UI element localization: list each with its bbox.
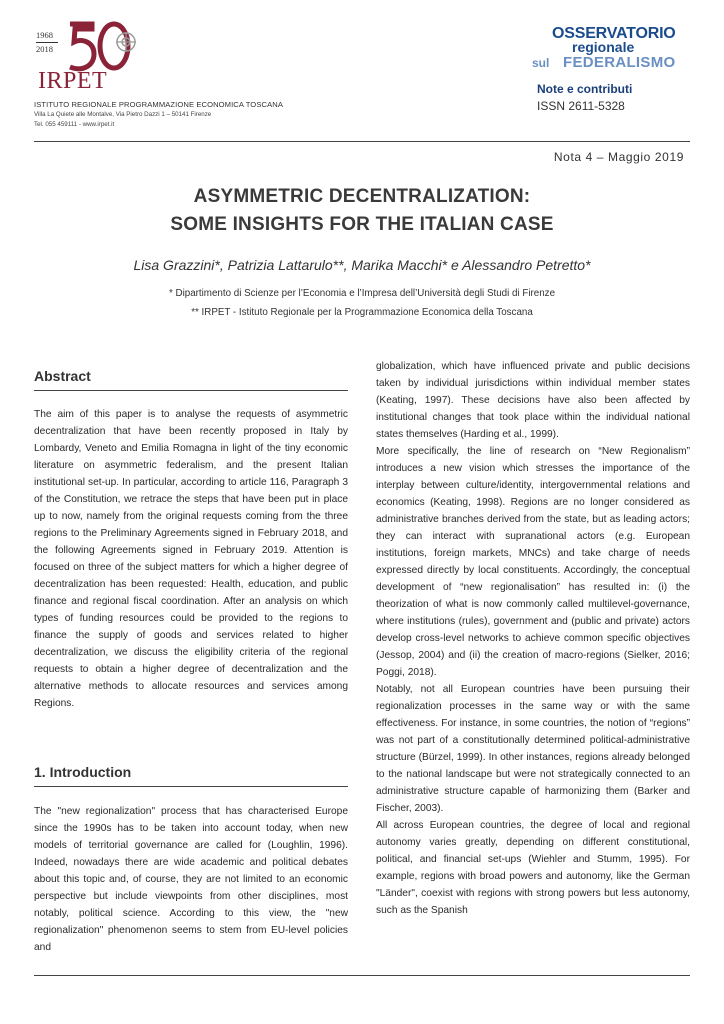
year-start: 1968 <box>36 30 53 40</box>
abstract-heading: Abstract <box>34 368 91 384</box>
right-paragraph-3: Notably, not all European countries have been pursuing their regionalization processes in the same way or with the same effectiveness. For instance, in some countries, the notion of “regions” was not part of a constitutionally determined political-administrative structure (Bürzel, 1999). In other instances, regions already belonged to the national landscape but were not strategically connected to an administrative structure capable of harmonizing them (Barker and Fischer, 2003). <box>376 684 690 814</box>
year-end: 2018 <box>36 44 53 54</box>
institute-name: ISTITUTO REGIONALE PROGRAMMAZIONE ECONOMICA TOSCANA <box>34 100 283 109</box>
observatory-line2: regionale <box>572 39 635 55</box>
series-label: Note e contributi <box>537 82 633 96</box>
affiliation-1: * Dipartimento di Scienze per l’Economia e l’Impresa dell’Università degli Studi di Firenze <box>168 288 556 299</box>
right-paragraph-4: All across European countries, the degree of local and regional autonomy varies greatly, depending on different constitutional, political, and financial set-ups (Wiehler and Stumm, 1995). For example, regions with broad powers and autonomy, like the German "Länder", coexist with regions with strong powers but less autonomy, such as the Spanish <box>376 820 690 916</box>
right-paragraph-2: More specifically, the line of research on “New Regionalism” introduces a new vision which stresses the importance of the interplay between culture/identity, intergovernmental relations and economics (Keating, 1998). Regions are no longer considered as administrative branches derived from the state, but as leading actors; they can interact with supranational actors (e.g. European institutions, foreign markets, MNCs) and take charge of needs expressed directly by local constituents. Accordingly, the conceptual development of “new regionalisation” has resulted in: (i) the theorization of what is now commonly called multilevel-governance, where institutions (rules), government and (public and private) actors develop cross-level networks to achieve common specific objectives (Jessop, 2004) and (ii) the creation of macro-regions (Sielker, 2016; Poggi, 2018). <box>376 446 690 678</box>
footer-divider <box>34 975 690 976</box>
intro-divider <box>34 786 348 787</box>
institute-address: Villa La Quiete alle Montalve, Via Pietro Dazzi 1 – 50141 Firenze <box>34 111 212 118</box>
right-paragraph-1: globalization, which have influenced private and public decisions taken by individual jurisdictions within individual member states (Keating, 1997). These decisions have also been affected by institutional changes that took place within the individual national states themselves (Harding et al., 1999). <box>376 361 690 440</box>
observatory-line3-big: FEDERALISMO <box>563 54 676 71</box>
issn: ISSN 2611-5328 <box>537 99 625 113</box>
issue-label: Nota 4 – Maggio 2019 <box>553 150 684 164</box>
abstract-divider <box>34 390 348 391</box>
authors: Lisa Grazzini*, Patrizia Lattarulo**, Marika Macchi* e Alessandro Petretto* <box>133 257 591 273</box>
abstract-body <box>34 406 348 712</box>
irpet-logo <box>30 20 150 98</box>
years-label <box>36 30 58 55</box>
observatory-line1: OSSERVATORIO <box>552 25 676 42</box>
abstract-text: The aim of this paper is to analyse the requests of asymmetric decentralization that have been recently proposed in Italy by Lombardy, Veneto and Emilia Romagna in light of the tiny economic literature on asymmetric federalism, and the present Italian institutional set-up. In particular, according to article 116, Paragraph 3 of the Constitution, we retrace the steps that have been put in place up to now, namely from the original requests coming from the three regions to the Preliminary Agreements signed in February 2018, and the following Agreements signed in February 2019. Attention is focused on three of the subject matters for which a higher degree of decentralization has been requested: Health, education, and public finance and regional fiscal coordination. After an analysis on which types of funding resources could be provided to the regions to finance the supply of goods and services related to higher decentralization, we discuss the eligibility criteria of the regional requests to obtain a higher degree of decentralization and the alternative methods to allocate resources and services among Regions. <box>34 409 348 709</box>
intro-text: The "new regionalization" process that has characterised Europe since the 1990s has to be taken into account today, when new models of territorial governance are called for (Loughlin, 1996). Indeed, nowadays there are wide academic and political debates about this topic and, of course, they are not limited to an economic perspective but include viewpoints from other disciplines, most notably, political science. According to this view, the "new regionalization" phenomenon seems to stem from EU-level policies and <box>34 806 348 953</box>
title-line-1: ASYMMETRIC DECENTRALIZATION: <box>193 186 531 207</box>
intro-heading: 1. Introduction <box>34 764 132 780</box>
irpet-wordmark: IRPET <box>38 68 108 94</box>
institute-contacts: Tel. 055 459111 - www.irpet.it <box>34 121 115 128</box>
title-line-2: SOME INSIGHTS FOR THE ITALIAN CASE <box>170 214 554 235</box>
observatory-line3-small: sul <box>532 56 550 70</box>
header-divider <box>34 141 690 142</box>
right-column <box>376 358 690 919</box>
paper-title <box>0 183 724 239</box>
affiliation-2: ** IRPET - Istituto Regionale per la Programmazione Economica della Toscana <box>191 307 533 318</box>
intro-body <box>34 803 348 956</box>
